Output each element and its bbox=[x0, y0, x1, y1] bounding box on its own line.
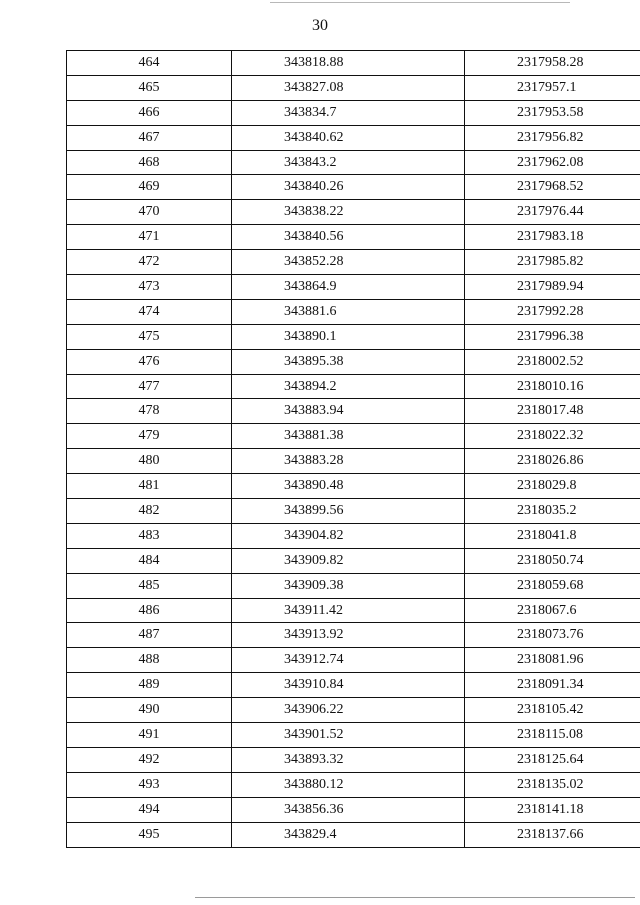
y-coordinate-cell: 2318067.6 bbox=[465, 598, 640, 623]
x-coordinate-cell: 343899.56 bbox=[232, 499, 465, 524]
table-row bbox=[67, 51, 640, 76]
x-coordinate-cell: 343856.36 bbox=[232, 797, 465, 822]
y-coordinate-cell: 2317985.82 bbox=[465, 250, 640, 275]
y-coordinate-cell: 2318017.48 bbox=[465, 399, 640, 424]
table-row bbox=[67, 499, 640, 524]
x-coordinate-cell: 343883.28 bbox=[232, 449, 465, 474]
x-coordinate-cell: 343906.22 bbox=[232, 698, 465, 723]
y-coordinate-cell: 2318041.8 bbox=[465, 523, 640, 548]
x-coordinate-cell: 343893.32 bbox=[232, 747, 465, 772]
point-number-cell: 472 bbox=[67, 250, 232, 275]
x-coordinate-cell: 343911.42 bbox=[232, 598, 465, 623]
point-number-cell: 487 bbox=[67, 623, 232, 648]
table-row bbox=[67, 623, 640, 648]
y-coordinate-cell: 2318050.74 bbox=[465, 548, 640, 573]
table-row bbox=[67, 673, 640, 698]
table-row bbox=[67, 299, 640, 324]
x-coordinate-cell: 343852.28 bbox=[232, 250, 465, 275]
coordinates-table bbox=[66, 50, 640, 848]
y-coordinate-cell: 2318002.52 bbox=[465, 349, 640, 374]
y-coordinate-cell: 2318135.02 bbox=[465, 772, 640, 797]
point-number-cell: 485 bbox=[67, 573, 232, 598]
point-number-cell: 467 bbox=[67, 125, 232, 150]
point-number-cell: 495 bbox=[67, 822, 232, 847]
x-coordinate-cell: 343909.38 bbox=[232, 573, 465, 598]
x-coordinate-cell: 343827.08 bbox=[232, 75, 465, 100]
y-coordinate-cell: 2318073.76 bbox=[465, 623, 640, 648]
y-coordinate-cell: 2318010.16 bbox=[465, 374, 640, 399]
y-coordinate-cell: 2318026.86 bbox=[465, 449, 640, 474]
x-coordinate-cell: 343838.22 bbox=[232, 200, 465, 225]
y-coordinate-cell: 2317992.28 bbox=[465, 299, 640, 324]
point-number-cell: 473 bbox=[67, 275, 232, 300]
x-coordinate-cell: 343881.38 bbox=[232, 424, 465, 449]
table-row bbox=[67, 100, 640, 125]
y-coordinate-cell: 2317989.94 bbox=[465, 275, 640, 300]
table-row bbox=[67, 200, 640, 225]
x-coordinate-cell: 343912.74 bbox=[232, 648, 465, 673]
point-number-cell: 493 bbox=[67, 772, 232, 797]
table-row bbox=[67, 548, 640, 573]
table-row bbox=[67, 125, 640, 150]
x-coordinate-cell: 343910.84 bbox=[232, 673, 465, 698]
point-number-cell: 491 bbox=[67, 723, 232, 748]
point-number-cell: 469 bbox=[67, 175, 232, 200]
y-coordinate-cell: 2318105.42 bbox=[465, 698, 640, 723]
table-row bbox=[67, 75, 640, 100]
table-row bbox=[67, 797, 640, 822]
x-coordinate-cell: 343880.12 bbox=[232, 772, 465, 797]
table-row bbox=[67, 424, 640, 449]
point-number-cell: 476 bbox=[67, 349, 232, 374]
y-coordinate-cell: 2317996.38 bbox=[465, 324, 640, 349]
y-coordinate-cell: 2318035.2 bbox=[465, 499, 640, 524]
x-coordinate-cell: 343909.82 bbox=[232, 548, 465, 573]
point-number-cell: 489 bbox=[67, 673, 232, 698]
y-coordinate-cell: 2317957.1 bbox=[465, 75, 640, 100]
table-row bbox=[67, 399, 640, 424]
top-rule bbox=[270, 2, 570, 3]
y-coordinate-cell: 2318115.08 bbox=[465, 723, 640, 748]
point-number-cell: 483 bbox=[67, 523, 232, 548]
x-coordinate-cell: 343890.1 bbox=[232, 324, 465, 349]
x-coordinate-cell: 343883.94 bbox=[232, 399, 465, 424]
y-coordinate-cell: 2317958.28 bbox=[465, 51, 640, 76]
x-coordinate-cell: 343840.62 bbox=[232, 125, 465, 150]
y-coordinate-cell: 2317976.44 bbox=[465, 200, 640, 225]
point-number-cell: 494 bbox=[67, 797, 232, 822]
table-row bbox=[67, 175, 640, 200]
point-number-cell: 479 bbox=[67, 424, 232, 449]
point-number-cell: 475 bbox=[67, 324, 232, 349]
y-coordinate-cell: 2317962.08 bbox=[465, 150, 640, 175]
y-coordinate-cell: 2318081.96 bbox=[465, 648, 640, 673]
x-coordinate-cell: 343901.52 bbox=[232, 723, 465, 748]
table-row bbox=[67, 523, 640, 548]
point-number-cell: 468 bbox=[67, 150, 232, 175]
y-coordinate-cell: 2317956.82 bbox=[465, 125, 640, 150]
table-row bbox=[67, 449, 640, 474]
x-coordinate-cell: 343864.9 bbox=[232, 275, 465, 300]
table-row bbox=[67, 474, 640, 499]
table-row bbox=[67, 250, 640, 275]
table-row bbox=[67, 747, 640, 772]
table-row bbox=[67, 648, 640, 673]
point-number-cell: 466 bbox=[67, 100, 232, 125]
x-coordinate-cell: 343881.6 bbox=[232, 299, 465, 324]
coordinates-table-body bbox=[67, 51, 640, 848]
x-coordinate-cell: 343890.48 bbox=[232, 474, 465, 499]
x-coordinate-cell: 343843.2 bbox=[232, 150, 465, 175]
point-number-cell: 482 bbox=[67, 499, 232, 524]
point-number-cell: 477 bbox=[67, 374, 232, 399]
point-number-cell: 481 bbox=[67, 474, 232, 499]
table-row bbox=[67, 349, 640, 374]
y-coordinate-cell: 2318141.18 bbox=[465, 797, 640, 822]
y-coordinate-cell: 2317983.18 bbox=[465, 225, 640, 250]
y-coordinate-cell: 2317953.58 bbox=[465, 100, 640, 125]
table-row bbox=[67, 598, 640, 623]
table-row bbox=[67, 225, 640, 250]
point-number-cell: 474 bbox=[67, 299, 232, 324]
point-number-cell: 492 bbox=[67, 747, 232, 772]
y-coordinate-cell: 2318022.32 bbox=[465, 424, 640, 449]
point-number-cell: 471 bbox=[67, 225, 232, 250]
table-row bbox=[67, 698, 640, 723]
y-coordinate-cell: 2318125.64 bbox=[465, 747, 640, 772]
table-row bbox=[67, 822, 640, 847]
table-row bbox=[67, 275, 640, 300]
table-row bbox=[67, 573, 640, 598]
table-row bbox=[67, 772, 640, 797]
table-row bbox=[67, 723, 640, 748]
x-coordinate-cell: 343834.7 bbox=[232, 100, 465, 125]
point-number-cell: 490 bbox=[67, 698, 232, 723]
x-coordinate-cell: 343840.56 bbox=[232, 225, 465, 250]
point-number-cell: 470 bbox=[67, 200, 232, 225]
table-row bbox=[67, 374, 640, 399]
point-number-cell: 484 bbox=[67, 548, 232, 573]
y-coordinate-cell: 2318029.8 bbox=[465, 474, 640, 499]
table-row bbox=[67, 150, 640, 175]
bottom-rule bbox=[195, 897, 635, 898]
x-coordinate-cell: 343818.88 bbox=[232, 51, 465, 76]
x-coordinate-cell: 343904.82 bbox=[232, 523, 465, 548]
point-number-cell: 465 bbox=[67, 75, 232, 100]
point-number-cell: 486 bbox=[67, 598, 232, 623]
x-coordinate-cell: 343894.2 bbox=[232, 374, 465, 399]
point-number-cell: 488 bbox=[67, 648, 232, 673]
y-coordinate-cell: 2318137.66 bbox=[465, 822, 640, 847]
point-number-cell: 480 bbox=[67, 449, 232, 474]
y-coordinate-cell: 2318091.34 bbox=[465, 673, 640, 698]
y-coordinate-cell: 2317968.52 bbox=[465, 175, 640, 200]
x-coordinate-cell: 343840.26 bbox=[232, 175, 465, 200]
point-number-cell: 478 bbox=[67, 399, 232, 424]
page-number: 30 bbox=[312, 17, 328, 34]
point-number-cell: 464 bbox=[67, 51, 232, 76]
table-row bbox=[67, 324, 640, 349]
y-coordinate-cell: 2318059.68 bbox=[465, 573, 640, 598]
x-coordinate-cell: 343829.4 bbox=[232, 822, 465, 847]
x-coordinate-cell: 343895.38 bbox=[232, 349, 465, 374]
x-coordinate-cell: 343913.92 bbox=[232, 623, 465, 648]
